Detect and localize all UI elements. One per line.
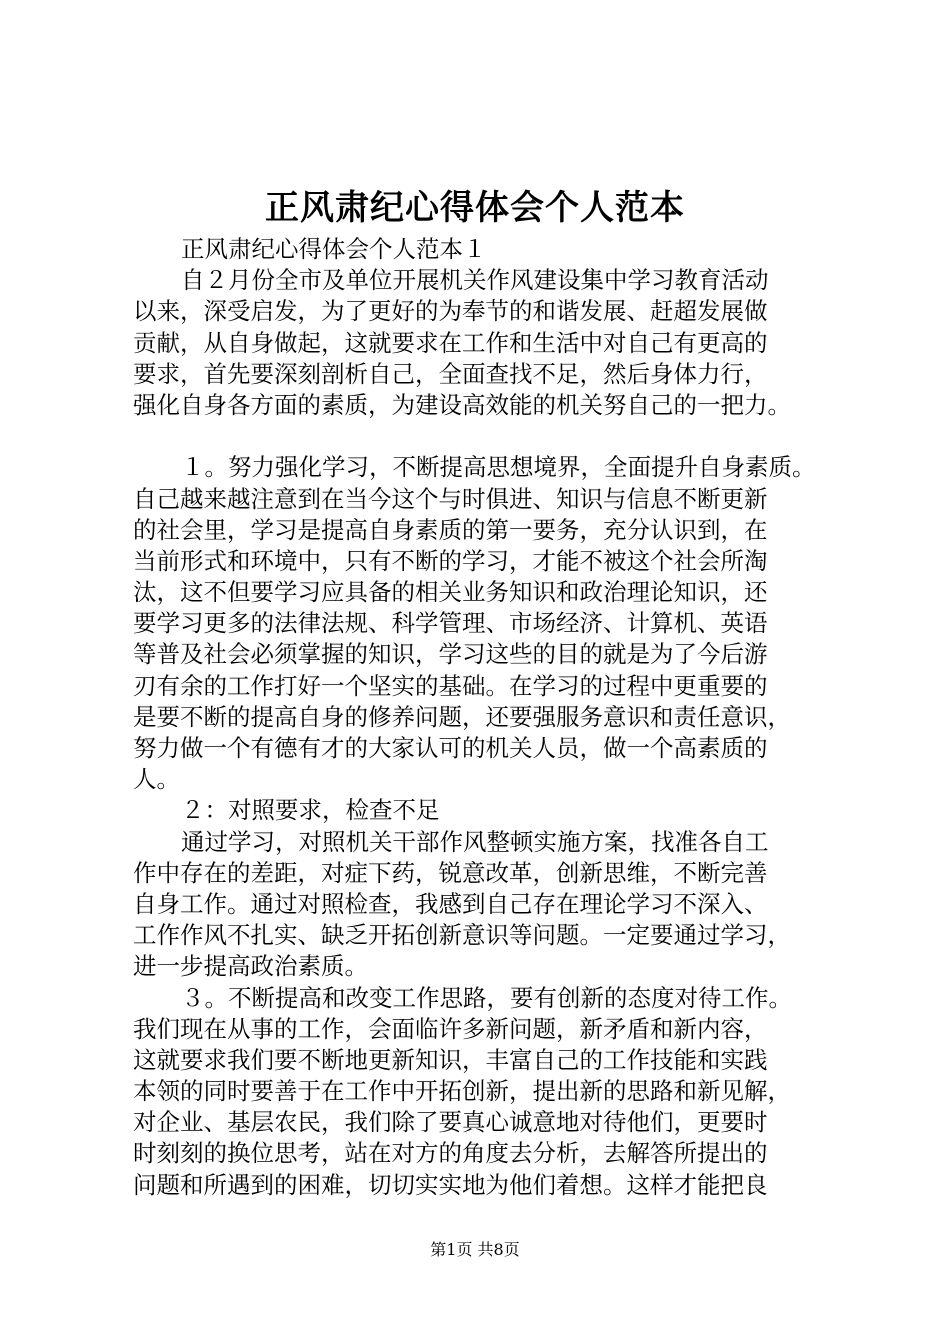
text-line: 工作作风不扎实、缺乏开拓创新意识等问题。一定要通过学习，: [133, 921, 791, 950]
text-line: 的社会里，学习是提高自身素质的第一要务，充分认识到，在: [133, 515, 768, 544]
text-line: 问题和所遇到的困难，切切实实地为他们着想。这样才能把良: [133, 1170, 768, 1199]
text-line: 本领的同时要善于在工作中开拓创新，提出新的思路和新见解，: [133, 1077, 791, 1106]
text-line: 这就要求我们要不断地更新知识，丰富自己的工作技能和实践: [133, 1045, 768, 1074]
text-line: 以来，深受启发，为了更好的为奉节的和谐发展、赶超发展做: [133, 297, 768, 326]
text-line: 时刻刻的换位思考，站在对方的角度去分析，去解答所提出的: [133, 1139, 768, 1168]
blank-line: [133, 421, 853, 452]
page-footer: 第1页 共8页: [430, 1240, 520, 1259]
text-line: 强化自身各方面的素质，为建设高效能的机关努自己的一把力。: [133, 390, 791, 419]
text-line: 努力做一个有德有才的大家认可的机关人员，做一个高素质的: [133, 734, 768, 762]
text-line: 进一步提高政治素质。: [133, 952, 368, 981]
text-line: 通过学习，对照机关干部作风整顿实施方案，找准各自工: [181, 827, 769, 856]
text-line: 对企业、基层农民，我们除了要真心诚意地对待他们，更要时: [133, 1108, 768, 1137]
text-line: 是要不断的提高自身的修养问题，还要强服务意识和责任意识，: [133, 702, 791, 731]
text-line: 自己越来越注意到在当今这个与时俱进、知识与信息不断更新: [133, 484, 768, 513]
text-line: 当前形式和环境中，只有不断的学习，才能不被这个社会所淘: [133, 546, 768, 575]
text-line: 等普及社会必须掌握的知识，学习这些的目的就是为了今后游: [133, 640, 768, 669]
text-line: 正风肃纪心得体会个人范本１: [181, 235, 487, 263]
document-body: [133, 234, 853, 1201]
text-line: 贡献，从自身做起，这就要求在工作和生活中对自己有更高的: [133, 328, 768, 357]
text-line: 人。: [133, 765, 180, 794]
text-line: 自身工作。通过对照检查，我感到自己存在理论学习不深入、: [133, 889, 768, 918]
text-line: 刃有余的工作打好一个坚实的基础。在学习的过程中更重要的: [133, 671, 768, 700]
text-line: ３。不断提高和改变工作思路，要有创新的态度对待工作。: [181, 983, 792, 1012]
text-line: ２：对照要求，检查不足: [181, 796, 440, 825]
text-line: 作中存在的差距，对症下药，锐意改革，创新思维，不断完善: [133, 858, 768, 887]
text-line: 要学习更多的法律法规、科学管理、市场经济、计算机、英语: [133, 609, 768, 638]
text-line: 我们现在从事的工作，会面临许多新问题，新矛盾和新内容，: [133, 1014, 768, 1043]
text-line: 要求，首先要深刻剖析自己，全面查找不足，然后身体力行，: [133, 359, 768, 388]
text-line: 自２月份全市及单位开展机关作风建设集中学习教育活动: [181, 266, 769, 295]
text-line: 汰，这不但要学习应具备的相关业务知识和政治理论知识，还: [133, 578, 768, 607]
document-title: 正风肃纪心得体会个人范本: [265, 188, 685, 228]
text-line: １。努力强化学习，不断提高思想境界，全面提升自身素质。: [181, 453, 816, 482]
